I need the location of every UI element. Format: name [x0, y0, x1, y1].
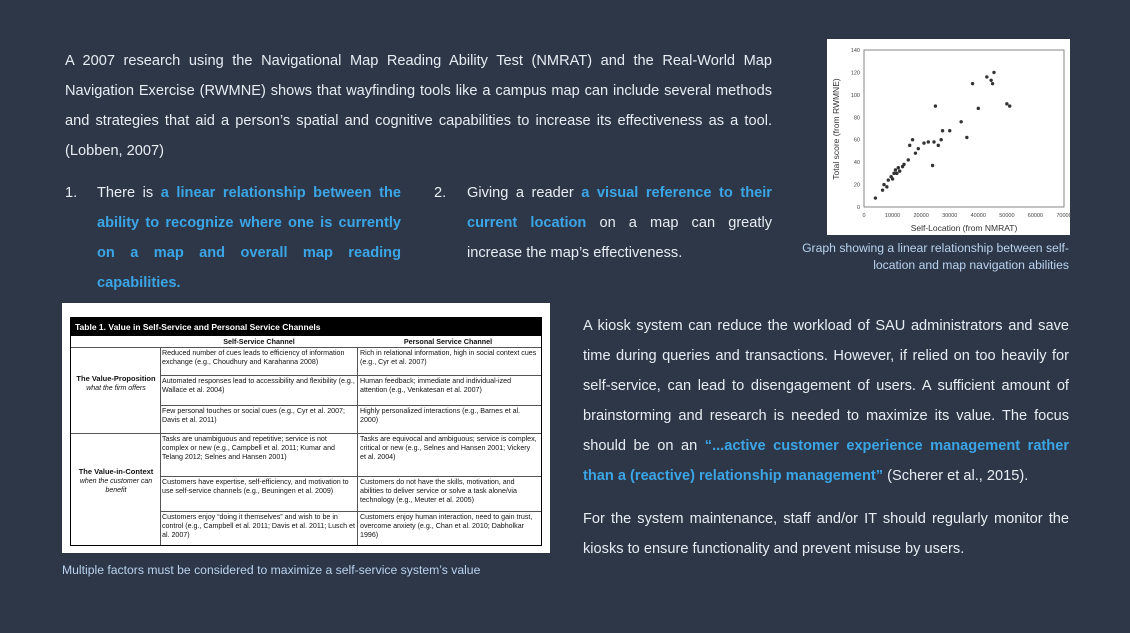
scatter-point	[897, 166, 900, 169]
table-cell: Rich in relational information, high in social context cues (e.g., Cyr et al. 2007)	[360, 349, 537, 366]
point-number: 2.	[434, 185, 447, 201]
para-citation: (Scherer et al., 2015).	[883, 468, 1029, 484]
point-text	[467, 178, 772, 268]
kiosk-paragraph	[583, 311, 1069, 491]
group-subtitle: when the customer can benefit	[79, 477, 153, 494]
scatter-point	[971, 82, 974, 85]
table-cell: Tasks are unambiguous and repetitive; service is not complex or new (e.g., Campbell et al. 2011; Kumar and Telang 2012; Selnes and Hansen 2001)	[162, 435, 335, 461]
scatter-point	[932, 140, 935, 143]
table-cell: Tasks are equivocal and ambiguous; service is complex, critical or new (e.g., Selnes and Hansen 2001; Vickery et al. 2004)	[360, 435, 537, 461]
scatter-point	[939, 138, 942, 141]
x-tick-label: 20000	[913, 213, 929, 219]
table-caption: Multiple factors must be considered to maximize a self-service system’s value	[62, 563, 481, 577]
col-personal-service: Personal Service Channel	[403, 337, 493, 346]
scatter-point	[881, 188, 884, 191]
group-title: The Value-Proposition	[76, 374, 156, 383]
x-tick-label: 50000	[999, 213, 1015, 219]
table-cell: Human feedback; immediate and individual-ized attention (e.g., Venkatesan et al. 2007)	[360, 377, 512, 394]
scatter-graph	[827, 39, 1070, 235]
scatter-point	[931, 164, 934, 167]
scatter-point	[948, 129, 951, 132]
scatter-point	[891, 177, 894, 180]
table-cell: Customers enjoy “doing it themselves” and wish to be in control (e.g., Campbell et al. 2011; Davis et al. 2011; Lusch et al. 2007)	[162, 513, 355, 539]
scatter-point	[911, 138, 914, 141]
table-cell: Customers enjoy human interaction, need to gain trust, overcome anxiety (e.g., Chan et al. 2010; Dabholkar 1996)	[360, 513, 533, 539]
table-column-headers	[71, 336, 541, 347]
scatter-point	[885, 185, 888, 188]
scatter-point	[992, 71, 995, 74]
scatter-point	[959, 120, 962, 123]
y-tick-label: 20	[853, 182, 860, 189]
table-cell: Customers have expertise, self-efficiency, and motivation to use self-service channels (e.g., Beuningen et al. 2009)	[162, 478, 349, 495]
y-tick-label: 140	[850, 48, 860, 54]
point-lead: There is	[97, 185, 161, 201]
scatter-point	[989, 79, 992, 82]
scatter-point	[937, 144, 940, 147]
y-tick-label: 40	[853, 160, 860, 167]
y-tick-label: 80	[853, 115, 860, 122]
group-value-proposition	[73, 374, 159, 393]
scatter-chart-svg	[827, 39, 1070, 235]
point-number: 1.	[65, 185, 78, 201]
scatter-point	[991, 82, 994, 85]
scatter-point	[887, 178, 890, 181]
point-highlight: a linear relationship between the ability to recognize where one is currently on a map and overall map reading capabilities.	[97, 185, 401, 291]
para-highlight-quote: “...active customer experience management rather than a (reactive) relationship management”	[583, 438, 1070, 484]
scatter-point	[977, 107, 980, 110]
scatter-point	[934, 104, 937, 107]
x-tick-label: 60000	[1027, 213, 1044, 219]
col-self-service: Self-Service Channel	[223, 337, 295, 346]
group-subtitle: what the firm offers	[86, 384, 146, 392]
point-text	[97, 178, 401, 298]
value-table	[70, 317, 542, 546]
scatter-point	[907, 158, 910, 161]
x-tick-label: 0	[862, 213, 866, 219]
y-tick-label: 60	[853, 137, 860, 144]
scatter-point	[927, 140, 930, 143]
maintenance-paragraph: For the system maintenance, staff and/or IT should regularly monitor the kiosks to ensure functionality and prevent misuse by users.	[583, 511, 1069, 557]
para-lead: A kiosk system can reduce the workload of SAU administrators and save time during queries and transactions. However, if relied on too heavily for self-service, can lead to disengagement of users. A sufficient amount of brainstorming and research is needed to maximize its value. The focus should be on an	[583, 318, 1069, 454]
y-tick-label: 0	[856, 205, 860, 211]
scatter-point	[894, 168, 897, 171]
x-axis-label: Self-Location (from NMRAT)	[910, 223, 1018, 233]
scatter-point	[985, 75, 988, 78]
scatter-point	[1008, 104, 1011, 107]
point-highlight: a visual reference to their current location	[467, 185, 772, 231]
scatter-point	[941, 129, 944, 132]
y-tick-label: 100	[850, 92, 860, 99]
scatter-point	[917, 147, 920, 150]
graph-caption: Graph showing a linear relationship between self-location and map navigation abilities	[802, 241, 1069, 272]
plot-frame	[864, 50, 1064, 207]
x-tick-label: 30000	[942, 213, 958, 219]
scatter-point	[914, 151, 917, 154]
scatter-point	[908, 144, 911, 147]
table-cell: Reduced number of cues leads to efficiency of information exchange (e.g., Choudhury and Karahanna 2008)	[162, 349, 345, 366]
point-tail: on a map can greatly increase the map’s effectiveness.	[467, 215, 772, 261]
service-channel-table-image	[62, 303, 550, 553]
y-tick-label: 120	[850, 70, 860, 77]
scatter-point	[902, 163, 905, 166]
x-tick-label: 40000	[970, 213, 986, 219]
scatter-point	[895, 172, 898, 175]
scatter-point	[1005, 102, 1008, 105]
point-lead: Giving a reader	[467, 185, 582, 201]
table-cell: Highly personalized interactions (e.g., Barnes et al. 2000)	[360, 407, 521, 424]
scatter-point	[874, 196, 877, 199]
group-value-in-context	[73, 467, 159, 496]
scatter-point	[898, 169, 901, 172]
x-tick-label: 10000	[884, 213, 901, 219]
intro-paragraph: A 2007 research using the Navigational Map Reading Ability Test (NMRAT) and the Real-World Map Navigation Exercise (RWMNE) shows that wayfinding tools like a campus map can include several methods and strategies that aid a person’s spatial and cognitive capabilities to increase its effectiveness as a tool. (Lobben, 2007)	[65, 53, 772, 159]
scatter-point	[882, 183, 885, 186]
x-tick-label: 70000	[1056, 213, 1072, 219]
group-title: The Value-in-Context	[78, 467, 154, 476]
table-title: Table 1. Value in Self-Service and Personal Service Channels	[71, 318, 541, 336]
scatter-point	[922, 141, 925, 144]
table-cell: Customers do not have the skills, motivation, and abilities to deliver service or solve a task alone/via technology (e.g., Meuter et al. 2005)	[360, 478, 517, 504]
scatter-point	[965, 136, 968, 139]
y-axis-label: Total score (from RWMNE)	[831, 78, 841, 180]
table-cell: Few personal touches or social cues (e.g., Cyr et al. 2007; Davis et al. 2011)	[162, 407, 345, 424]
table-cell: Automated responses lead to accessibility and flexibility (e.g., Wallace et al. 2004)	[162, 377, 355, 394]
